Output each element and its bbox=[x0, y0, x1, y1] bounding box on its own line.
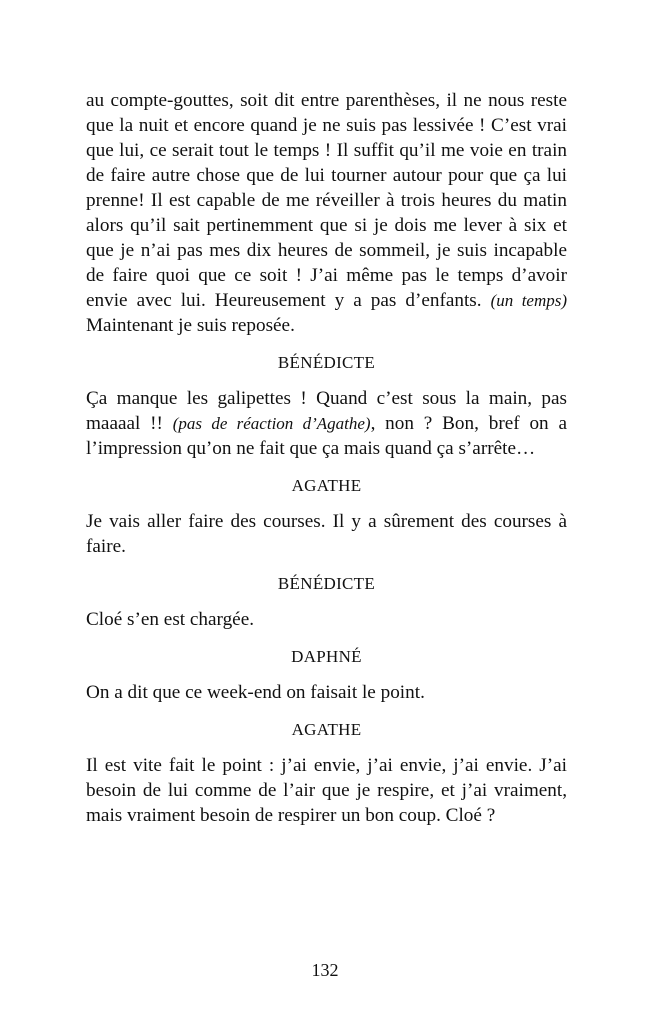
dialogue-text: , non ? Bon, bref on a l’impression qu’on ne fait que ça mais quand ça s’arrête… bbox=[86, 413, 567, 459]
dialogue-text: Maintenant je suis reposée. bbox=[86, 315, 295, 336]
dialogue-text: On a dit que ce week-end on faisait le point. bbox=[86, 682, 425, 703]
page-number: 132 bbox=[311, 960, 339, 980]
speaker-name: AGATHE bbox=[291, 720, 362, 739]
dialogue-paragraph bbox=[86, 753, 567, 828]
speaker-name: BÉNÉDICTE bbox=[277, 353, 376, 372]
stage-direction: (pas de réaction d’Agathe) bbox=[172, 414, 371, 433]
dialogue-text: au compte-gouttes, soit dit entre parenthèses, il ne nous reste que la nuit et encore quand je ne suis pas lessivée ! C’est vrai que lui, ce serait tout le temps ! Il suffit qu’il me voie en train de faire autre chose que de lui tourner autour pour que ça lui prenne! Il est capable de me réveiller à trois heures du matin alors qu’il sait pertinemment que si je dois me lever à six et que je n’ai pas mes dix heures de sommeil, je suis incapable de faire quoi que ce soit ! J’ai même pas le temps d’avoir envie avec lui. Heureusement y a pas d’enfants. bbox=[86, 90, 567, 311]
dialogue-text: Il est vite fait le point : j’ai envie, j’ai envie, j’ai envie. J’ai besoin de lui comme de l’air que je respire, et j’ai vraiment, mais vraiment besoin de respirer un bon coup. Cloé ? bbox=[86, 755, 567, 826]
dialogue-text: Ça manque les galipettes ! Quand c’est sous la main, pas maaaal !! bbox=[86, 388, 567, 434]
dialogue-paragraph bbox=[86, 88, 567, 338]
dialogue-paragraph bbox=[86, 509, 567, 559]
dialogue-paragraph bbox=[86, 607, 567, 632]
dialogue-text: Je vais aller faire des courses. Il y a sûrement des courses à faire. bbox=[86, 511, 567, 557]
stage-direction: (un temps) bbox=[490, 291, 568, 310]
script-page-body bbox=[86, 88, 567, 828]
dialogue-text: Cloé s’en est chargée. bbox=[86, 609, 255, 630]
speaker-name: BÉNÉDICTE bbox=[277, 574, 376, 593]
dialogue-paragraph bbox=[86, 386, 567, 461]
dialogue-paragraph bbox=[86, 680, 567, 705]
speaker-name: AGATHE bbox=[291, 476, 362, 495]
speaker-name: DAPHNÉ bbox=[291, 647, 362, 666]
